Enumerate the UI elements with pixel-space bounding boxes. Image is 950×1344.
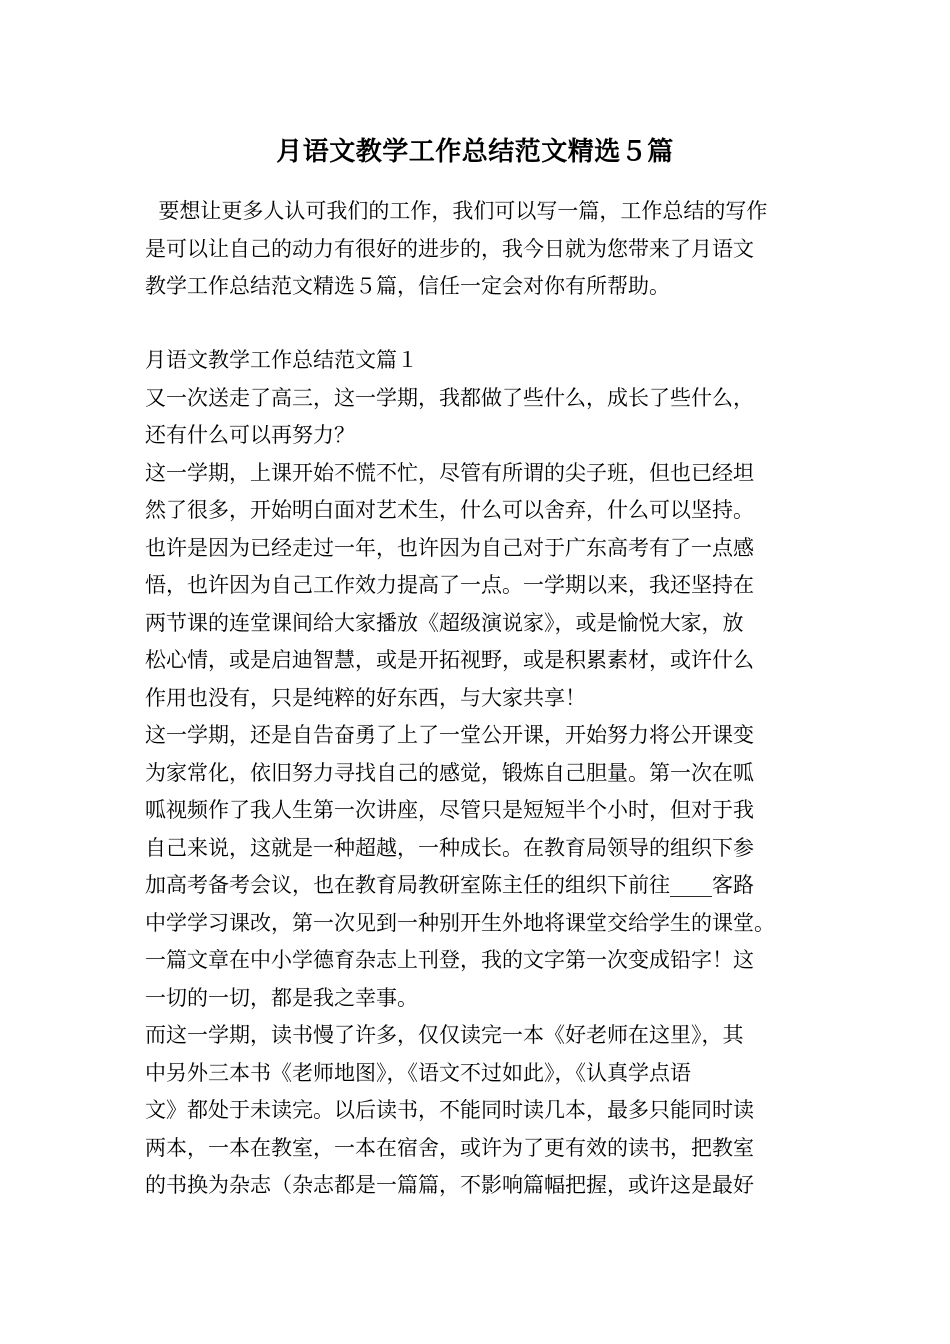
body-line: 自己来说，这就是一种超越，一种成长。在教育局领导的组织下参 <box>145 835 754 860</box>
body-line: 一切的一切，都是我之幸事。 <box>145 985 418 1010</box>
body-line: 还有什么可以再努力？ <box>145 423 355 447</box>
intro-line: 是可以让自己的动力有很好的进步的，我今日就为您带来了月语文 <box>145 236 754 261</box>
body-line: 松心情，或是启迪智慧，或是开拓视野，或是积累素材，或许什么 <box>145 648 754 672</box>
body-line: 中另外三本书《老师地图》，《语文不过如此》，《认真学点语 <box>145 1060 691 1085</box>
section-heading: 月语文教学工作总结范文篇１ <box>145 348 418 372</box>
body-line: 一篇文章在中小学德育杂志上刊登，我的文字第一次变成铅字！这 <box>145 948 754 972</box>
body-line: 这一学期，上课开始不慌不忙，尽管有所谓的尖子班，但也已经坦 <box>145 460 754 485</box>
body-line: 也许是因为已经走过一年，也许因为自己对于广东高考有了一点感 <box>145 535 754 560</box>
intro-line: 教学工作总结范文精选５篇，信任一定会对你有所帮助。 <box>145 274 670 298</box>
body-line: 的书换为杂志（杂志都是一篇篇，不影响篇幅把握，或许这是最好 <box>145 1173 754 1197</box>
document-title: 月语文教学工作总结范文精选５篇 <box>276 137 674 167</box>
body-line: 这一学期，还是自告奋勇了上了一堂公开课，开始努力将公开课变 <box>145 723 754 747</box>
body-line: 悟，也许因为自己工作效力提高了一点。一学期以来，我还坚持在 <box>145 573 754 597</box>
body-line: 然了很多，开始明白面对艺术生，什么可以舍弃，什么可以坚持。 <box>145 498 754 522</box>
body-line: 两本，一本在教室，一本在宿舍，或许为了更有效的读书，把教室 <box>145 1135 754 1160</box>
section-body <box>145 342 820 1205</box>
intro-line: 要想让更多人认可我们的工作，我们可以写一篇，工作总结的写作 <box>145 199 768 223</box>
body-line: 而这一学期，读书慢了许多，仅仅读完一本《好老师在这里》，其 <box>145 1023 744 1047</box>
body-line: 两节课的连堂课间给大家播放《超级演说家》，或是愉悦大家，放 <box>145 610 744 635</box>
body-line: 加高考备考会议，也在教育局教研室陈主任的组织下前往____客路 <box>145 873 754 897</box>
body-line: 中学学习课改，第一次见到一种别开生外地将课堂交给学生的课堂。 <box>145 910 775 935</box>
intro-paragraph <box>145 193 820 306</box>
body-line: 文》都处于未读完。以后读书，不能同时读几本，最多只能同时读 <box>145 1098 754 1122</box>
body-line: 又一次送走了高三，这一学期，我都做了些什么，成长了些什么， <box>145 385 754 410</box>
body-line: 呱视频作了我人生第一次讲座，尽管只是短短半个小时，但对于我 <box>145 798 754 822</box>
body-line: 为家常化，依旧努力寻找自己的感觉，锻炼自己胆量。第一次在呱 <box>145 760 754 785</box>
body-line: 作用也没有，只是纯粹的好东西，与大家共享！ <box>145 685 586 710</box>
